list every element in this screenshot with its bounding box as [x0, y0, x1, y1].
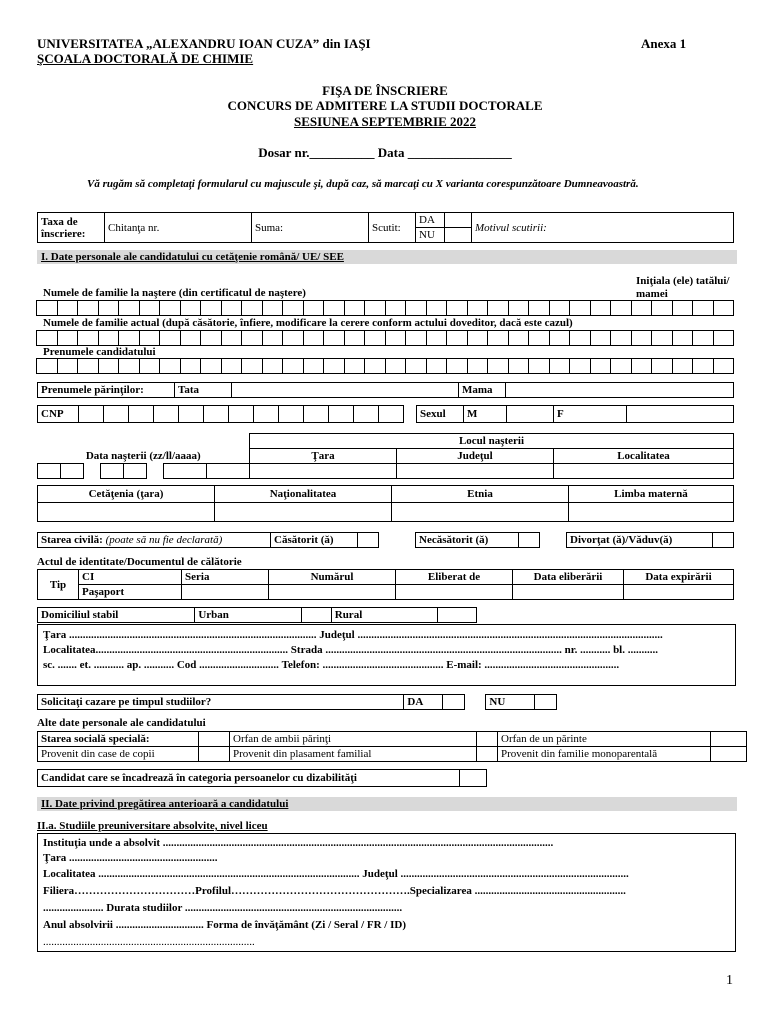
- letter-box[interactable]: [528, 358, 550, 374]
- disability-box[interactable]: [460, 770, 487, 787]
- accommodation-yes-box[interactable]: [442, 695, 464, 710]
- father-field[interactable]: [232, 383, 459, 398]
- birth-county-field[interactable]: [397, 464, 554, 479]
- institution-field[interactable]: Instituţia unde a absolvit ..............................................................................................................................................: [43, 837, 554, 849]
- orphan-one-box[interactable]: [711, 732, 747, 747]
- phone-field[interactable]: Telefon: ............................................: [281, 659, 444, 671]
- letter-box[interactable]: [569, 330, 591, 346]
- letter-box[interactable]: [508, 330, 530, 346]
- letter-box[interactable]: [36, 300, 58, 316]
- mother-tongue-field[interactable]: [569, 503, 734, 522]
- letter-box[interactable]: [36, 358, 58, 374]
- letter-box[interactable]: [508, 300, 530, 316]
- exempt-no[interactable]: NU: [416, 228, 445, 243]
- birth-name-grid[interactable]: [37, 300, 734, 316]
- letter-box[interactable]: [692, 300, 714, 316]
- letter-box[interactable]: [446, 300, 468, 316]
- birthplace-label: Locul naşterii: [250, 434, 734, 449]
- social-status-label: Starea socială specială:: [38, 732, 199, 747]
- section-2-title: [37, 797, 737, 811]
- issue-date-label: Data eliberării: [513, 570, 624, 585]
- letter-box[interactable]: [385, 358, 407, 374]
- letter-box[interactable]: [344, 330, 366, 346]
- session-title: SESIUNEA SEPTEMBRIE 2022: [293, 114, 477, 129]
- letter-box[interactable]: [282, 330, 304, 346]
- urban-option[interactable]: Urban: [195, 608, 302, 623]
- letter-box[interactable]: [528, 300, 550, 316]
- letter-box[interactable]: [610, 300, 632, 316]
- letter-box[interactable]: [323, 330, 345, 346]
- form-title: FIŞA DE ÎNSCRIERE: [322, 83, 448, 98]
- cnp-digit[interactable]: [304, 406, 329, 423]
- letter-box[interactable]: [487, 330, 509, 346]
- parents-row: [37, 382, 734, 398]
- exempt-yes-box[interactable]: [445, 213, 472, 228]
- address-details[interactable]: sc. ....... et. ........... ap. ........... Cod .............................: [43, 659, 279, 671]
- cnp-digit[interactable]: [154, 406, 179, 423]
- letter-box[interactable]: [139, 330, 161, 346]
- letter-box[interactable]: [590, 358, 612, 374]
- single-parent-box[interactable]: [711, 747, 747, 762]
- birth-table: [37, 433, 734, 479]
- cnp-label: CNP: [38, 406, 79, 423]
- birth-country-label: Ţara: [250, 449, 397, 464]
- letter-box[interactable]: [344, 300, 366, 316]
- birth-county-label: Judeţul: [397, 449, 554, 464]
- letter-box[interactable]: [200, 300, 222, 316]
- letter-box[interactable]: [405, 358, 427, 374]
- series-field[interactable]: [182, 585, 269, 600]
- letter-box[interactable]: [672, 330, 694, 346]
- annex-label: Anexa 1: [641, 36, 687, 51]
- letter-box[interactable]: [180, 300, 202, 316]
- id-doc-table: [37, 569, 734, 600]
- letter-box[interactable]: [282, 358, 304, 374]
- disability-row: [37, 769, 487, 787]
- parents-label: Prenumele părinţilor:: [38, 383, 175, 398]
- accommodation-label: Solicitaţi cazare pe timpul studiilor?: [38, 695, 404, 710]
- letter-box[interactable]: [241, 330, 263, 346]
- exempt-label: Scutit:: [369, 213, 416, 243]
- childrens-home-box[interactable]: [199, 747, 230, 762]
- address-country[interactable]: Ţara ..........................................................................................: [43, 629, 317, 641]
- hs-country-field[interactable]: Ţara ......................................................: [43, 852, 218, 864]
- spacer: [464, 695, 486, 710]
- letter-box[interactable]: [446, 358, 468, 374]
- sex-label: Sexul: [417, 406, 464, 423]
- birth-locality-label: Localitatea: [554, 449, 734, 464]
- letter-box[interactable]: [385, 300, 407, 316]
- id-doc-label: Actul de identitate/Documentul de călătorie: [37, 556, 242, 568]
- letter-box[interactable]: [405, 330, 427, 346]
- letter-box[interactable]: [426, 330, 448, 346]
- spacer: [38, 434, 250, 449]
- letter-box[interactable]: [180, 358, 202, 374]
- divorced-box[interactable]: [713, 533, 734, 548]
- other-data-label: Alte date personale ale candidatului: [37, 717, 206, 729]
- accommodation-yes[interactable]: DA: [404, 695, 442, 710]
- date-box[interactable]: [164, 464, 207, 479]
- cnp-row: [37, 405, 734, 423]
- current-name-label: Numele de familie actual (după căsătorie, înfiere, modificare la cerere conform actului doveditor, dacă este cazul): [43, 317, 573, 329]
- letter-box[interactable]: [713, 300, 735, 316]
- civil-status-label: [38, 533, 271, 548]
- letter-box[interactable]: [467, 300, 489, 316]
- letter-box[interactable]: [446, 330, 468, 346]
- foster-box[interactable]: [477, 747, 498, 762]
- cnp-digit[interactable]: [129, 406, 154, 423]
- letter-box[interactable]: [487, 300, 509, 316]
- unmarried-box[interactable]: [519, 533, 540, 548]
- current-name-grid[interactable]: [37, 330, 734, 346]
- letter-box[interactable]: [651, 358, 673, 374]
- birth-name-label: Numele de familie la naştere (din certificatul de naştere): [43, 287, 306, 299]
- sex-m-box[interactable]: [507, 406, 554, 423]
- address-locality[interactable]: Localitatea......................................................................: [43, 644, 289, 656]
- highschool-box[interactable]: [37, 833, 736, 952]
- letter-box[interactable]: [159, 358, 181, 374]
- divorced-option[interactable]: Divorţat (ă)/Văduv(ă): [567, 533, 713, 548]
- letter-box[interactable]: [549, 330, 571, 346]
- letter-box[interactable]: [631, 300, 653, 316]
- page-number: 1: [726, 973, 733, 988]
- letter-box[interactable]: [672, 358, 694, 374]
- letter-box[interactable]: [364, 300, 386, 316]
- letter-box[interactable]: [590, 330, 612, 346]
- letter-box[interactable]: [344, 358, 366, 374]
- sex-f-box[interactable]: [627, 406, 734, 423]
- instructions: Vă rugăm să completaţi formularul cu majuscule şi, după caz, să marcaţi cu X varianta corespunzătoare Dumneavoastră.: [87, 178, 639, 190]
- series-label: Seria: [182, 570, 269, 585]
- form-subtitle: CONCURS DE ADMITERE LA STUDII DOCTORALE: [227, 98, 543, 113]
- citizenship-field[interactable]: [38, 503, 215, 522]
- married-box[interactable]: [358, 533, 379, 548]
- letter-box[interactable]: [405, 300, 427, 316]
- cnp-digit[interactable]: [104, 406, 129, 423]
- sex-m[interactable]: M: [464, 406, 507, 423]
- birth-country-field[interactable]: [250, 464, 397, 479]
- single-parent-option[interactable]: Provenit din familie monoparentală: [498, 747, 711, 762]
- exempt-no-box[interactable]: [445, 228, 472, 243]
- number-field[interactable]: [269, 585, 396, 600]
- exempt-reason[interactable]: Motivul scutirii:: [472, 213, 734, 243]
- letter-box[interactable]: [262, 330, 284, 346]
- spacer: [540, 533, 567, 548]
- letter-box[interactable]: [200, 330, 222, 346]
- mother-tongue-label: Limba maternă: [569, 486, 734, 503]
- graduation-year-field[interactable]: Anul absolvirii ................................ Forma de învăţământ (Zi / Seral / FR / ID): [43, 919, 406, 931]
- letter-box[interactable]: [651, 300, 673, 316]
- id-card-option[interactable]: CI: [79, 570, 182, 585]
- cnp-digit[interactable]: [354, 406, 379, 423]
- letter-box[interactable]: [139, 300, 161, 316]
- letter-box[interactable]: [549, 300, 571, 316]
- social-status-table: [37, 731, 747, 762]
- date-box[interactable]: [124, 464, 147, 479]
- foster-option[interactable]: Provenit din plasament familial: [230, 747, 477, 762]
- university-name: UNIVERSITATEA „ALEXANDRU IOAN CUZA” din IAŞI: [37, 36, 371, 51]
- citizenship-label: Cetăţenia (ţara): [38, 486, 215, 503]
- date-box[interactable]: [61, 464, 84, 479]
- childrens-home-option[interactable]: Provenit din case de copii: [38, 747, 199, 762]
- passport-option[interactable]: Paşaport: [79, 585, 182, 600]
- accommodation-no[interactable]: NU: [486, 695, 535, 710]
- letter-box[interactable]: [303, 330, 325, 346]
- letter-box[interactable]: [159, 300, 181, 316]
- letter-box[interactable]: [549, 358, 571, 374]
- doc-type-label: Tip: [38, 570, 79, 600]
- letter-box[interactable]: [57, 358, 79, 374]
- number-label: Numărul: [269, 570, 396, 585]
- ethnicity-label: Etnia: [392, 486, 569, 503]
- letter-box[interactable]: [569, 300, 591, 316]
- expiry-date-label: Data expirării: [624, 570, 734, 585]
- civil-status-row: [37, 532, 734, 548]
- letter-box[interactable]: [569, 358, 591, 374]
- letter-box[interactable]: [692, 358, 714, 374]
- letter-box[interactable]: [364, 330, 386, 346]
- duration-field[interactable]: ...................... Durata studiilor ...............................................................................: [43, 902, 403, 914]
- letter-box[interactable]: [303, 358, 325, 374]
- hs-county-field[interactable]: Judeţul ...................................................................................: [362, 868, 629, 880]
- letter-box[interactable]: [303, 300, 325, 316]
- orphan-both-box[interactable]: [477, 732, 498, 747]
- cnp-digit[interactable]: [204, 406, 229, 423]
- accommodation-no-box[interactable]: [535, 695, 557, 710]
- hs-locality-field[interactable]: Localitatea ...............................................................................................: [43, 868, 360, 880]
- sex-f[interactable]: F: [554, 406, 627, 423]
- section-2-text: II. Date privind pregătirea anterioară a candidatului: [41, 798, 289, 810]
- fee-label: Taxa de înscriere:: [38, 213, 105, 243]
- letter-box[interactable]: [672, 300, 694, 316]
- letter-box[interactable]: [36, 330, 58, 346]
- address-county[interactable]: Judeţul ...............................................................................................................: [319, 629, 663, 641]
- letter-box[interactable]: [118, 300, 140, 316]
- cnp-digit[interactable]: [179, 406, 204, 423]
- address-street[interactable]: Strada ...................................................................................... nr. ........... bl. ...........: [290, 644, 658, 656]
- first-name-grid[interactable]: [37, 358, 734, 374]
- cnp-digit[interactable]: [254, 406, 279, 423]
- date-box[interactable]: [207, 464, 250, 479]
- letter-box[interactable]: [590, 300, 612, 316]
- issued-by-field[interactable]: [396, 585, 513, 600]
- spacer: [147, 464, 164, 479]
- letter-box[interactable]: [77, 300, 99, 316]
- citizenship-table: [37, 485, 734, 522]
- first-name-label: Prenumele candidatului: [43, 346, 156, 358]
- spacer: [379, 533, 416, 548]
- letter-box[interactable]: [139, 358, 161, 374]
- section-1-title: [37, 250, 737, 264]
- letter-box[interactable]: [528, 330, 550, 346]
- school-name: ŞCOALA DOCTORALĂ DE CHIMIE: [37, 51, 254, 66]
- section-2a-title: II.a. Studiile preuniversitare absolvite, nivel liceu: [37, 820, 268, 832]
- email-field[interactable]: E-mail: .................................................: [446, 659, 620, 671]
- letter-box[interactable]: [98, 300, 120, 316]
- letter-box[interactable]: [221, 330, 243, 346]
- father-label: Tata: [175, 383, 232, 398]
- spacer: [404, 406, 417, 423]
- letter-box[interactable]: [508, 358, 530, 374]
- letter-box[interactable]: [57, 300, 79, 316]
- spacer: [84, 464, 101, 479]
- letter-box[interactable]: [262, 358, 284, 374]
- section-1-text: I. Date personale ale candidatului cu cetăţenie română/ UE/ SEE: [41, 251, 344, 263]
- rural-option[interactable]: Rural: [331, 608, 438, 623]
- letter-box[interactable]: [426, 300, 448, 316]
- letter-box[interactable]: [487, 358, 509, 374]
- letter-box[interactable]: [221, 300, 243, 316]
- cnp-digit[interactable]: [329, 406, 354, 423]
- letter-box[interactable]: [98, 330, 120, 346]
- cnp-digit[interactable]: [79, 406, 104, 423]
- amount-field[interactable]: Suma:: [252, 213, 369, 243]
- mother-label: Mama: [459, 383, 506, 398]
- social-box[interactable]: [199, 732, 230, 747]
- letter-box[interactable]: [651, 330, 673, 346]
- letter-box[interactable]: [241, 358, 263, 374]
- letter-box[interactable]: [610, 330, 632, 346]
- married-option[interactable]: Căsătorit (ă): [271, 533, 358, 548]
- letter-box[interactable]: [323, 300, 345, 316]
- accommodation-row: [37, 694, 557, 710]
- nationality-field[interactable]: [215, 503, 392, 522]
- cnp-digit[interactable]: [379, 406, 404, 423]
- letter-box[interactable]: [77, 358, 99, 374]
- birth-date-label: Data naşterii (zz/ll/aaaa): [85, 449, 201, 462]
- letter-box[interactable]: [426, 358, 448, 374]
- initials-label: Iniţiala (ele) tatălui/ mamei: [636, 275, 730, 300]
- date-box[interactable]: [101, 464, 124, 479]
- letter-box[interactable]: [467, 330, 489, 346]
- civil-status-note: (poate să nu fie declarată): [105, 534, 223, 546]
- fee-table: [37, 212, 734, 243]
- dosar-line[interactable]: Dosar nr.__________ Data ________________: [258, 145, 512, 160]
- letter-box[interactable]: [323, 358, 345, 374]
- letter-box[interactable]: [57, 330, 79, 346]
- date-box[interactable]: [38, 464, 61, 479]
- letter-box[interactable]: [241, 300, 263, 316]
- letter-box[interactable]: [282, 300, 304, 316]
- address-box[interactable]: [37, 624, 736, 686]
- issue-date-field[interactable]: [513, 585, 624, 600]
- ethnicity-field[interactable]: [392, 503, 569, 522]
- residence-row: [37, 607, 477, 623]
- birth-locality-field[interactable]: [554, 464, 734, 479]
- rural-box[interactable]: [438, 608, 477, 623]
- cnp-digit[interactable]: [229, 406, 254, 423]
- nationality-label: Naţionalitatea: [215, 486, 392, 503]
- letter-box[interactable]: [118, 330, 140, 346]
- track-profile-field[interactable]: Filiera……………………………Profilul………………………………………….Specializarea .......................................................: [43, 885, 626, 897]
- letter-box[interactable]: [364, 358, 386, 374]
- orphan-both-option[interactable]: Orfan de ambii părinţi: [230, 732, 477, 747]
- letter-box[interactable]: [77, 330, 99, 346]
- exempt-yes[interactable]: DA: [416, 213, 445, 228]
- letter-box[interactable]: [713, 358, 735, 374]
- unmarried-option[interactable]: Necăsătorit (ă): [416, 533, 519, 548]
- letter-box[interactable]: [385, 330, 407, 346]
- letter-box[interactable]: [610, 358, 632, 374]
- mother-field[interactable]: [506, 383, 734, 398]
- letter-box[interactable]: [221, 358, 243, 374]
- letter-box[interactable]: [262, 300, 284, 316]
- orphan-one-option[interactable]: Orfan de un părinte: [498, 732, 711, 747]
- form-of-study-field[interactable]: .............................................................................: [43, 936, 255, 948]
- cnp-digit[interactable]: [279, 406, 304, 423]
- letter-box[interactable]: [159, 330, 181, 346]
- letter-box[interactable]: [98, 358, 120, 374]
- civil-status-text: Starea civilă:: [41, 534, 103, 546]
- residence-label: Domiciliul stabil: [38, 608, 195, 623]
- letter-box[interactable]: [200, 358, 222, 374]
- letter-box[interactable]: [631, 358, 653, 374]
- letter-box[interactable]: [692, 330, 714, 346]
- letter-box[interactable]: [180, 330, 202, 346]
- letter-box[interactable]: [631, 330, 653, 346]
- disability-label: Candidat care se încadrează în categoria persoanelor cu dizabilităţi: [38, 770, 460, 787]
- letter-box[interactable]: [118, 358, 140, 374]
- issued-by-label: Eliberat de: [396, 570, 513, 585]
- receipt-field[interactable]: Chitanţa nr.: [105, 213, 252, 243]
- letter-box[interactable]: [713, 330, 735, 346]
- expiry-date-field[interactable]: [624, 585, 734, 600]
- letter-box[interactable]: [467, 358, 489, 374]
- urban-box[interactable]: [302, 608, 332, 623]
